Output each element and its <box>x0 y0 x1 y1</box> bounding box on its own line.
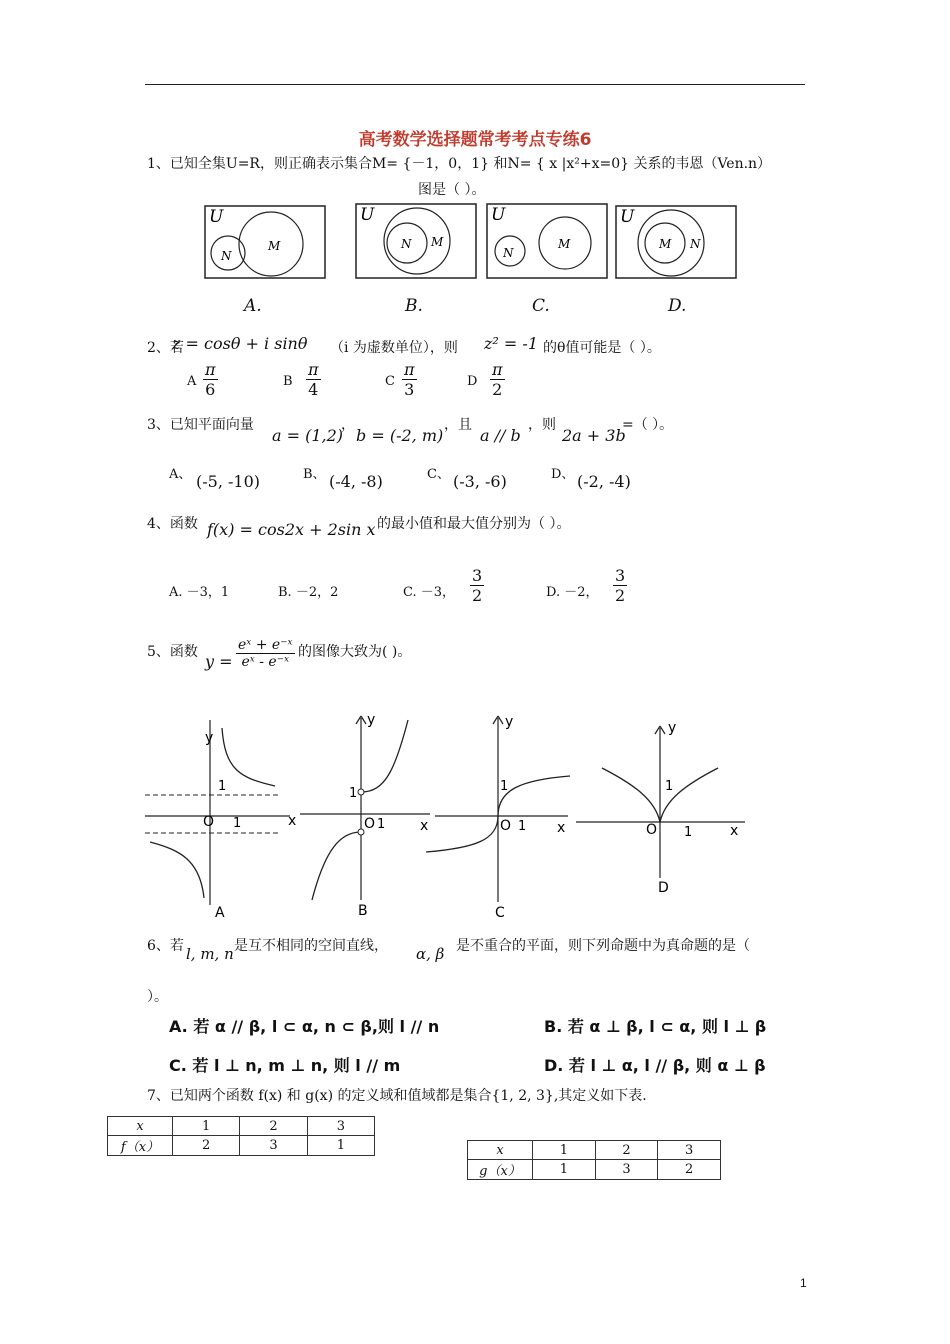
svg-text:N: N <box>690 237 701 251</box>
q6-option-b: B. 若 α ⊥ β, l ⊂ α, 则 l ⊥ β <box>544 1017 767 1036</box>
q3-b: b = (-2, m) <box>356 426 444 445</box>
q3-option-b-letter: B、 <box>303 467 326 482</box>
venn-diagram-b <box>355 203 477 279</box>
q2-option-a-letter: A <box>187 374 197 389</box>
q3-option-d-letter: D、 <box>551 467 575 482</box>
venn-diagram-d <box>615 205 737 279</box>
q7-text: 7、已知两个函数 f(x) 和 g(x) 的定义域和值域都是集合{1, 2, 3},其定义如下表. <box>147 1088 647 1104</box>
q4-option-b: B. －2，2 <box>278 585 339 600</box>
venn-diagram-c <box>486 203 608 279</box>
svg-text:O: O <box>500 818 512 834</box>
svg-text:M: M <box>558 237 571 251</box>
q3-option-a-value: (-5, -10) <box>196 472 261 491</box>
svg-text:y: y <box>505 714 514 730</box>
table-cell: 1 <box>173 1117 240 1136</box>
q6-option-a: A. 若 α // β, l ⊂ α, n ⊂ β,则 l // n <box>169 1017 440 1036</box>
svg-text:A: A <box>215 905 225 921</box>
q5-y: y = <box>205 652 233 671</box>
page-title: 高考数学选择题常考考点专练6 <box>358 130 592 150</box>
q4-expr: f(x) = cos2x + 2sin x <box>207 520 376 539</box>
svg-text:1: 1 <box>233 816 242 831</box>
venn-option-c: C. <box>532 296 550 316</box>
svg-text:U: U <box>360 205 375 225</box>
graph-b <box>300 712 430 919</box>
table-cell: 3 <box>307 1117 374 1136</box>
q2-option-c-frac: $\frac{\pi}{3}$ <box>404 360 415 399</box>
table-cell: 3 <box>240 1136 307 1156</box>
q1-line1: 1、已知全集U=R，则正确表示集合M= {－1，0，1} 和N= { x |x²+x=0} 关系的韦恩（Ven.n） <box>147 156 772 172</box>
q5-prefix: 5、函数 <box>147 644 198 660</box>
q2-z2: z² = -1 <box>484 334 539 353</box>
table-cell: f（x） <box>108 1136 173 1156</box>
svg-text:1: 1 <box>500 779 509 794</box>
table-cell: 2 <box>240 1117 307 1136</box>
svg-text:x: x <box>730 823 739 839</box>
svg-text:y: y <box>367 712 376 728</box>
svg-text:U: U <box>491 205 506 225</box>
table-row <box>108 1117 375 1136</box>
q3-parallel: a // b <box>480 426 521 445</box>
svg-text:C: C <box>495 905 505 921</box>
q2-option-b-frac: $\frac{\pi}{4}$ <box>308 360 319 399</box>
q4-option-a: A. －3，1 <box>169 585 230 600</box>
table-row <box>468 1160 721 1180</box>
q6-mid: 是互不相同的空间直线， <box>234 938 388 954</box>
q4-option-d-frac: $\frac{3}{2}$ <box>615 566 626 605</box>
q3-then: ，则 <box>528 417 556 433</box>
q6-planes: α, β <box>416 945 445 963</box>
venn-option-b: B. <box>405 296 423 316</box>
graph-a <box>145 720 296 921</box>
svg-text:1: 1 <box>518 819 527 834</box>
svg-text:N: N <box>221 249 232 263</box>
q3-suffix: =（ ）。 <box>622 417 674 433</box>
svg-text:M: M <box>431 235 444 249</box>
svg-text:y: y <box>205 730 214 746</box>
table-cell: 2 <box>173 1136 240 1156</box>
svg-text:x: x <box>288 813 297 829</box>
q2-option-d-letter: D <box>467 374 478 389</box>
svg-text:M: M <box>659 237 672 251</box>
q2-option-b-letter: B <box>283 374 293 389</box>
svg-text:N: N <box>503 246 514 260</box>
table-cell: 1 <box>533 1160 596 1180</box>
table-cell: 3 <box>595 1160 658 1180</box>
q4-option-c-frac: $\frac{3}{2}$ <box>472 566 483 605</box>
table-cell: 2 <box>658 1160 721 1180</box>
venn-option-d: D. <box>668 296 687 316</box>
q4-prefix: 4、函数 <box>147 516 198 532</box>
q3-option-b-value: (-4, -8) <box>329 472 383 491</box>
q5-fraction: $\frac{\text{eˣ + e⁻ˣ}}{\text{eˣ - e⁻ˣ}}$ <box>238 637 293 670</box>
q6-suffix: 是不重合的平面，则下列命题中为真命题的是（ <box>456 938 750 954</box>
q6-option-d: D. 若 l ⊥ α, l // β, 则 α ⊥ β <box>544 1056 766 1075</box>
q1-line2: 图是（ ）。 <box>418 182 486 198</box>
table-f <box>107 1116 375 1156</box>
q2-mid: （i 为虚数单位），则 <box>330 340 458 356</box>
svg-text:y: y <box>668 720 677 736</box>
svg-text:D: D <box>658 880 669 896</box>
q3-option-c-letter: C、 <box>427 467 450 482</box>
svg-text:O: O <box>203 814 215 830</box>
q3-option-c-value: (-3, -6) <box>453 472 507 491</box>
q3-a: a = (1,2) <box>272 426 344 445</box>
svg-text:1: 1 <box>377 817 386 832</box>
table-row <box>468 1141 721 1160</box>
table-g <box>467 1140 721 1180</box>
q6-lines: l, m, n <box>186 945 234 963</box>
svg-text:U: U <box>620 207 635 227</box>
table-row <box>108 1136 375 1156</box>
svg-text:M: M <box>268 239 281 253</box>
q5-graphs <box>140 700 760 930</box>
table-cell: g（x） <box>468 1160 533 1180</box>
svg-text:1: 1 <box>218 779 227 794</box>
svg-text:U: U <box>209 207 224 227</box>
svg-text:1: 1 <box>349 786 358 801</box>
q3-prefix: 3、已知平面向量 <box>147 417 254 433</box>
q2-suffix: 的θ值可能是（ ）。 <box>543 340 661 356</box>
header-rule <box>145 84 805 85</box>
svg-text:x: x <box>557 820 566 836</box>
q3-option-a-letter: A、 <box>169 467 192 482</box>
q3-comma: ， <box>341 417 355 433</box>
q2-option-d-frac: $\frac{\pi}{2}$ <box>492 360 503 399</box>
q3-mid: ，且 <box>444 417 472 433</box>
svg-text:N: N <box>401 237 412 251</box>
svg-text:x: x <box>420 818 429 834</box>
q6-line2: ）。 <box>147 989 168 1005</box>
q2-expr: z = cosθ + i sinθ <box>172 334 308 353</box>
svg-text:B: B <box>358 903 368 919</box>
graph-d <box>576 720 745 896</box>
venn-diagram-a <box>204 205 326 279</box>
q5-suffix: 的图像大致为( )。 <box>298 644 412 660</box>
page-number: 1 <box>800 1276 807 1290</box>
table-cell: x <box>468 1141 533 1160</box>
svg-text:1: 1 <box>665 779 674 794</box>
table-cell: 2 <box>595 1141 658 1160</box>
table-cell: 1 <box>307 1136 374 1156</box>
q6-option-c: C. 若 l ⊥ n, m ⊥ n, 则 l // m <box>169 1056 401 1075</box>
q2-option-a-frac: $\frac{\pi}{6}$ <box>205 360 216 399</box>
q3-option-d-value: (-2, -4) <box>577 472 631 491</box>
table-cell: 1 <box>533 1141 596 1160</box>
graph-c <box>426 714 570 921</box>
table-cell: 3 <box>658 1141 721 1160</box>
q4-option-d: D. －2， <box>546 585 599 600</box>
svg-text:O: O <box>364 816 376 832</box>
q4-suffix: 的最小值和最大值分别为（ ）。 <box>377 516 571 532</box>
venn-option-a: A. <box>244 296 262 316</box>
svg-text:1: 1 <box>684 825 693 840</box>
q2-prefix: 2、若 <box>147 340 184 356</box>
q4-option-c: C. －3， <box>403 585 456 600</box>
q6-prefix: 6、若 <box>147 938 184 954</box>
q2-option-c-letter: C <box>385 374 395 389</box>
svg-text:O: O <box>646 822 658 838</box>
q3-expr: 2a + 3b <box>562 426 626 445</box>
table-cell: x <box>108 1117 173 1136</box>
